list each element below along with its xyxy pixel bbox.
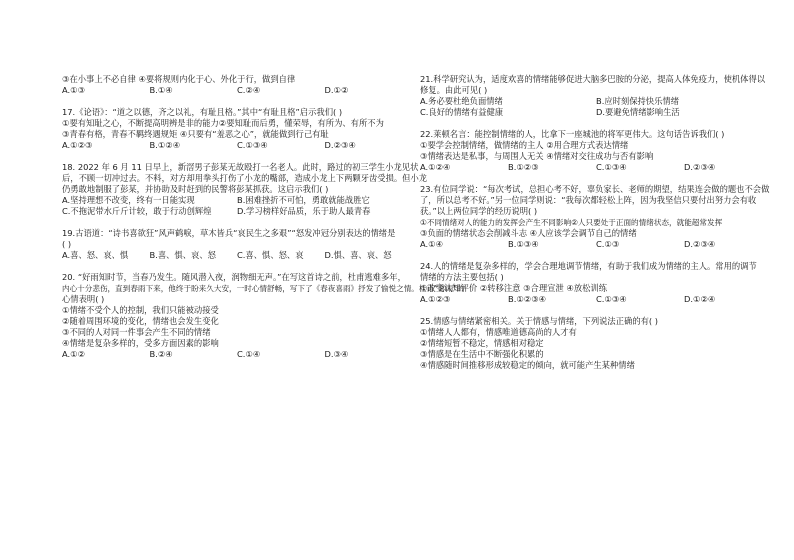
option-a[interactable]: A.喜、怒、哀、惧 (62, 250, 129, 260)
q17-options (62, 140, 412, 151)
option-a[interactable]: A.坚持理想不改变，终有一日能实现 (62, 195, 195, 205)
q22-item-line: ③情绪表达是私事，与周围人无关 ④情绪对交往成功与否有影响 (420, 151, 654, 161)
option-b[interactable]: B.困难挫折不可怕，勇敢就能战胜它 (237, 195, 370, 205)
option-d[interactable]: D.学习榜样好品质，乐于助人最青春 (237, 206, 371, 216)
q20-item: ③不同的人对同一件事会产生不同的情绪 (62, 327, 211, 337)
option-c[interactable]: C.①③④ (237, 140, 268, 150)
q20-stem-line: 内心十分悲伤，直到春雨下来，他终于盼来久大安，一时心情舒畅，写下了《春夜喜雨》抒发了愉悦之情。杜甫“喜雨”的 (62, 284, 465, 293)
q23-item-line: ①不同情绪对人的能力的发挥会产生不同影响②人只要处于正面的情绪状态，就能超常发挥 (420, 218, 723, 227)
option-b[interactable]: B.②④ (149, 349, 173, 359)
q20-item: ②随着周围环境的变化，情绪也会发生变化 (62, 316, 219, 326)
q25-item: ④情感随时间推移形成较稳定的倾向，就可能产生某种情绪 (420, 360, 635, 370)
option-a[interactable]: A.①④ (420, 239, 444, 249)
q19-stem: 19.古语道：“诗书喜欲狂”风声鹤唳，草木皆兵“哀民生之多艰”“怒发冲冠分别表达的情绪是 (62, 228, 396, 238)
option-b[interactable]: B.应时刻保持快乐情绪 (596, 96, 680, 106)
q18-options-row (62, 206, 412, 217)
option-d[interactable]: D.①② (324, 85, 349, 95)
q24-stem-line: 情绪的方法主要包括( ) (420, 272, 504, 282)
option-c[interactable]: C.②④ (237, 85, 261, 95)
q18-stem-line: 仍勇敢地制服了彭某，并协助及时赶到的民警将彭某抓获。这启示我们( ) (62, 184, 329, 194)
q18-stem-line: 后，不顾一切冲过去。不料，对方却用拳头打伤了小龙的嘴部，造成小龙上下两颗牙齿受损。但小龙 (62, 173, 428, 183)
option-b[interactable]: B.①②③ (508, 162, 539, 172)
q19-options (62, 250, 412, 261)
q19-stem-line: ( ) (62, 239, 72, 249)
option-d[interactable]: D.②③④ (324, 140, 356, 150)
option-d[interactable]: D.①②④ (684, 294, 716, 304)
option-b[interactable]: B.①④ (149, 85, 173, 95)
right-column (420, 74, 772, 371)
q20-stem-line: 心情表明( ) (62, 294, 105, 304)
q20-options (62, 349, 412, 360)
option-c[interactable]: C.不拖泥带水斤斤计较，敢于行动创辉煌 (62, 206, 212, 216)
q25-item: ③情感是在生活中不断强化积累的 (420, 349, 544, 359)
option-d[interactable]: D.③④ (324, 349, 349, 359)
q24-stem: 24.人的情绪是复杂多样的，学会合理地调节情绪，有助于我们成为情绪的主人。常用的调节 (420, 261, 757, 271)
option-a[interactable]: A.①③ (62, 85, 86, 95)
option-b[interactable]: B.①③④ (508, 239, 539, 249)
q22-options (420, 162, 772, 173)
option-a[interactable]: A.①②④ (420, 162, 451, 172)
q21-stem-line: 修复。由此可见( ) (420, 85, 488, 95)
option-c[interactable]: C.①③④ (596, 162, 627, 172)
q23-stem-line: 获。”以上两位同学的经历说明( ) (420, 206, 538, 216)
q18-stem: 18. 2022 年 6 月 11 日早上，新滘男子彭某无故殴打一名老人。此时，路过的初三学生小龙见状 (62, 162, 419, 172)
q17-stem: 17.《论语》：“道之以德，齐之以礼，有耻且格。”其中“有耻且格”启示我们( ) (62, 107, 343, 117)
option-c[interactable]: C.①③ (596, 239, 620, 249)
q21-stem: 21.科学研究认为，适度欢喜的情绪能够促进大脑多巴胺的分泌，提高人体免疫力，使机体得以 (420, 74, 766, 84)
option-d[interactable]: D.②③④ (684, 239, 716, 249)
q22-stem: 22.莱顿名言：能控制情绪的人，比拿下一座城池的将军更伟大。这句话告诉我们( ) (420, 129, 725, 139)
q24-options (420, 294, 772, 305)
q16-item-line: ③在小事上不必自律 ④要将规则内化于心、外化于行，做到自律 (62, 74, 296, 84)
option-a[interactable]: A.务必要杜绝负面情绪 (420, 96, 503, 106)
q21-options-row (420, 107, 772, 118)
option-d[interactable]: D.要避免情绪影响生活 (596, 107, 680, 117)
option-c[interactable]: C.喜、惧、怒、哀 (237, 250, 304, 260)
option-b[interactable]: B.①②③④ (508, 294, 547, 304)
q20-stem: 20. “好雨知时节，当春乃发生。随风潜入夜，润物细无声。”在写这首诗之前，杜甫逃难多年， (62, 272, 406, 282)
option-b[interactable]: B.①②④ (149, 140, 181, 150)
q23-stem: 23.有位同学说：“每次考试，总担心考不好，辜负家长、老师的期望，结果连会做的题也不会做 (420, 184, 770, 194)
option-a[interactable]: A.①② (62, 349, 86, 359)
q23-options (420, 239, 772, 250)
q20-item: ④情绪是复杂多样的，受多方面因素的影响 (62, 338, 219, 348)
option-a[interactable]: A.①②③ (420, 294, 451, 304)
q22-item-line: ①要学会控制情绪，做情绪的主人 ②用合理方式表达情绪 (420, 140, 629, 150)
q25-item: ①情绪人人都有，情感唯道德高尚的人才有 (420, 327, 577, 337)
option-d[interactable]: D.②③④ (684, 162, 716, 172)
q23-item-line: ③负面的情绪状态会削减斗志 ④人应该学会调节自己的情绪 (420, 228, 637, 238)
option-c[interactable]: C.良好的情绪有益健康 (420, 107, 504, 117)
q17-item-line: ①要有知耻之心，不断提高明辨是非的能力②要知耻而后勇，懂荣辱，有所为、有所不为 (62, 118, 384, 128)
option-c[interactable]: C.①③④ (596, 294, 627, 304)
option-d[interactable]: D.惧、喜、哀、怒 (324, 250, 392, 260)
option-a[interactable]: A.①②③ (62, 140, 93, 150)
option-c[interactable]: C.①④ (237, 349, 261, 359)
q25-item: ②情绪短暂不稳定，情感相对稳定 (420, 338, 544, 348)
q20-item: ①情绪不受个人的控制，我们只能被动接受 (62, 305, 219, 315)
q21-options-row (420, 96, 772, 107)
q17-item-line: ③青春有格，青春不羁终遇规矩 ④只要有“羞恶之心”，就能做到行己有耻 (62, 129, 329, 139)
option-b[interactable]: B.喜、惧、哀、怒 (149, 250, 216, 260)
q23-stem-line: 了，所以总考不好。”另一位同学则说：“我每次都轻松上阵，因为我坚信只要付出努力会有收 (420, 195, 757, 205)
q18-options-row (62, 195, 412, 206)
q16-options (62, 85, 412, 96)
q25-stem: 25.情感与情绪紧密相关。关于情感与情绪，下列说法正确的有( ) (420, 316, 659, 326)
q24-item-line: ①改变认知评价 ②转移注意 ③合理宣泄 ④放松训练 (420, 283, 608, 293)
